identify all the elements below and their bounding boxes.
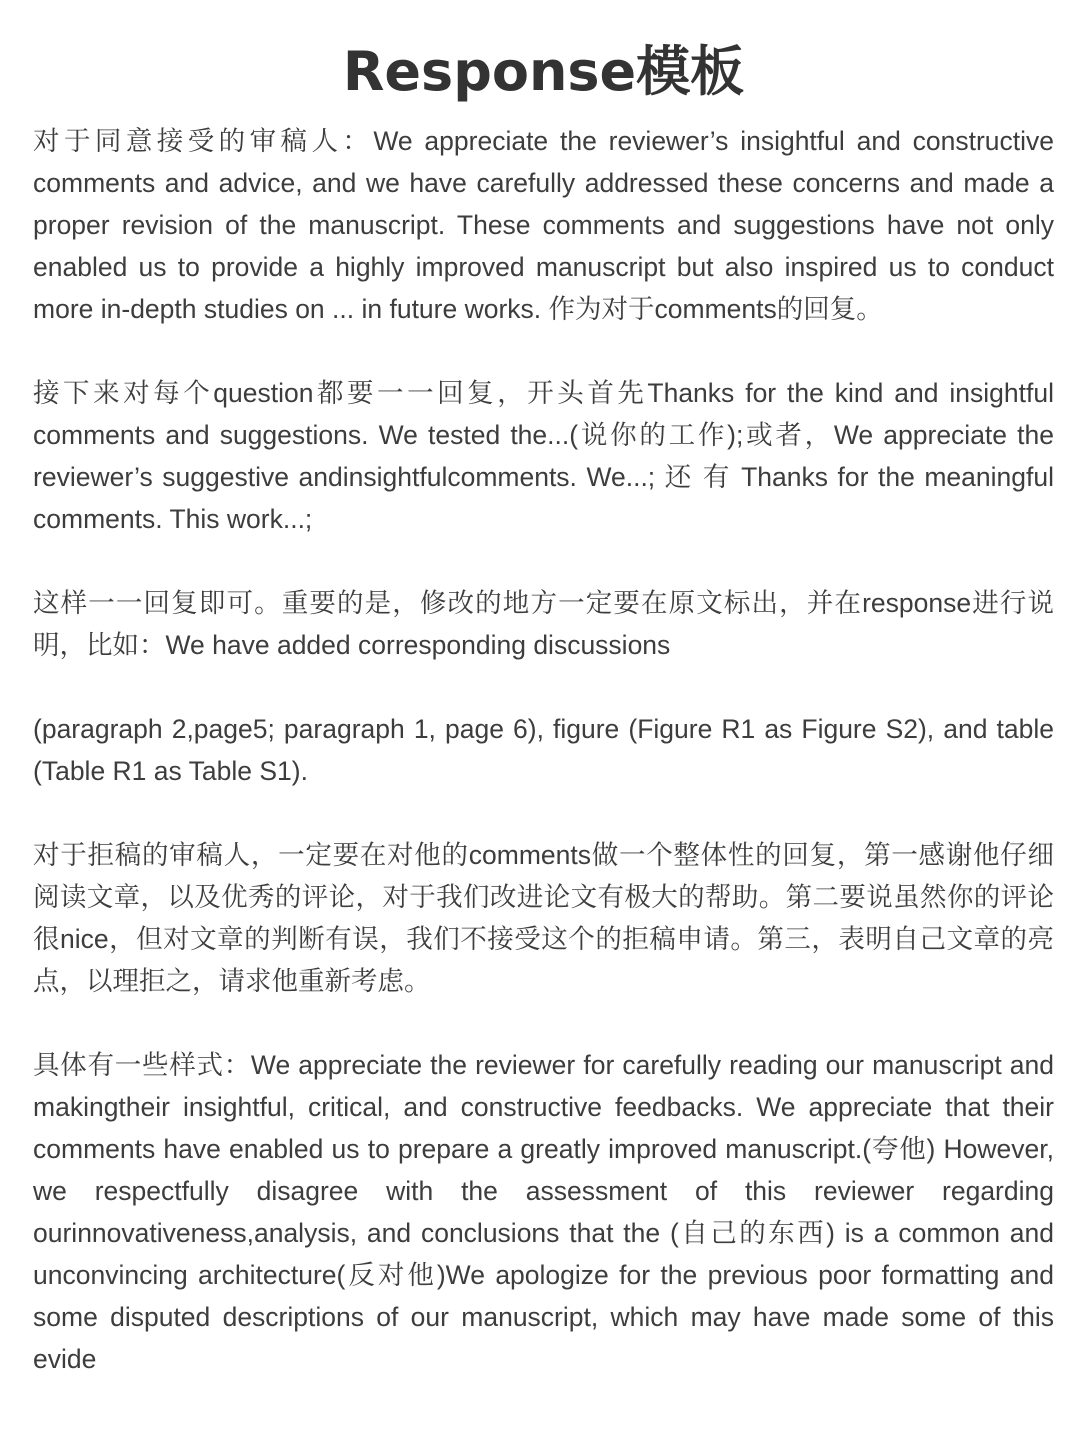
paragraph-sample-styles: 具体有一些样式：We appreciate the reviewer for carefully reading our manuscript and makingtheir insightful, critical, and constructive feedbacks. We appreciate that their comments have enabled us to prepare a greatly improved manuscript.(夸他) However, we respectfully disagree with the assessment of this reviewer regarding ourinnovativeness,analysis, and conclusions that the (自己的东西) is a common and unconvincing architecture(反对他)We apologize for the previous poor formatting and some disputed descriptions of our manuscript, which may have made some of this evide bbox=[33, 1050, 1054, 1374]
paragraph-reject-reviewer: 对于拒稿的审稿人，一定要在对他的comments做一个整体性的回复，第一感谢他仔细阅读文章，以及优秀的评论，对于我们改进论文有极大的帮助。第二要说虽然你的评论很nice，但对文章的判断有误，我们不接受这个的拒稿申请。第三，表明自己文章的亮点，以理拒之，请求他重新考虑。 bbox=[33, 840, 1054, 996]
paragraph-accept-reviewer: 对于同意接受的审稿人：We appreciate the reviewer’s insightful and constructive comments and advice, and we have carefully addressed these concerns and made a proper revision of the manuscript. These comments and suggestions have not only enabled us to provide a highly improved manuscript but also inspired us to conduct more in-depth studies on ... in future works. 作为对于comments的回复。 bbox=[33, 126, 1054, 324]
page-title: Response模板 bbox=[342, 40, 745, 103]
paragraph-revision-locations: (paragraph 2,page5; paragraph 1, page 6), figure (Figure R1 as Figure S2), and table (Table R1 as Table S1). bbox=[33, 714, 1054, 786]
paragraph-per-question-reply: 接下来对每个question都要一一回复，开头首先Thanks for the kind and insightful comments and suggestions. We tested the...(说你的工作);或者，We appreciate the reviewer’s suggestive andinsightfulcomments. We...; 还 有 Thanks for the meaningful comments. This work...; bbox=[33, 378, 1054, 534]
paragraph-mark-revisions: 这样一一回复即可。重要的是，修改的地方一定要在原文标出，并在response进行说明，比如：We have added corresponding discussions bbox=[33, 588, 1054, 660]
